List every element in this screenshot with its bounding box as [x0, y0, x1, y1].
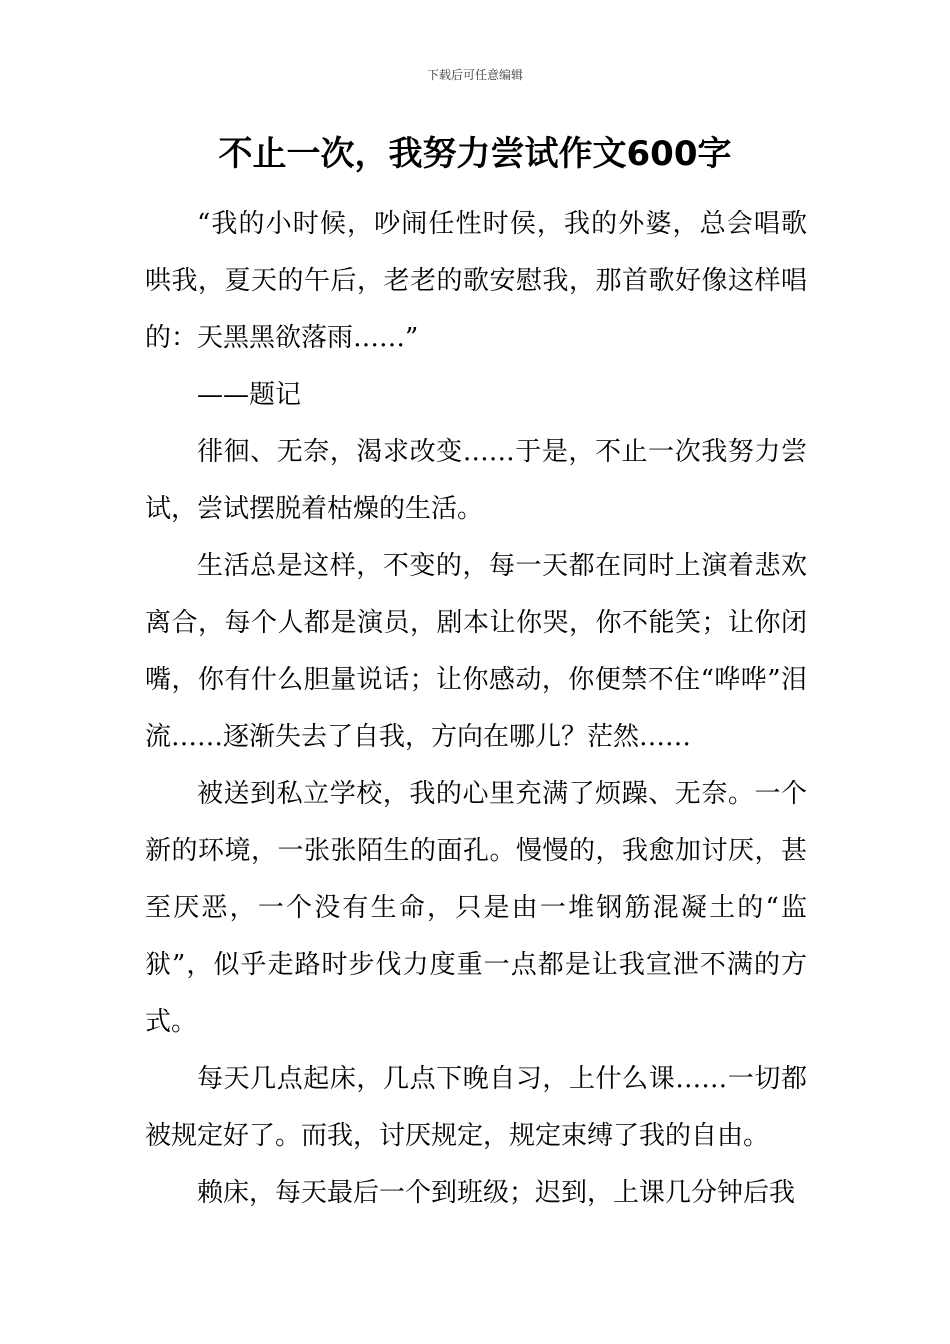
paragraph: ——题记: [197, 380, 302, 410]
paragraph: 每天几点起床，几点下晚自习，上什么课……一切都被规定好了。而我，讨厌规定，规定束缚了我的自由。: [145, 1064, 807, 1151]
paragraph: 徘徊、无奈，渴求改变……于是，不止一次我努力尝试，尝试摆脱着枯燥的生活。: [145, 437, 807, 524]
document-body: [145, 196, 807, 1222]
paragraph: 被送到私立学校，我的心里充满了烦躁、无奈。一个新的环境，一张张陌生的面孔。慢慢的，我愈加讨厌，甚至厌恶，一个没有生命，只是由一堆钢筋混凝土的“监狱”，似乎走路时步伐力度重一点都是让我宣泄不满的方式。: [145, 779, 807, 1037]
document-title: 不止一次，我努力尝试作文600字: [218, 134, 732, 174]
paragraph: “我的小时候，吵闹任性时侯，我的外婆，总会唱歌哄我，夏天的午后，老老的歌安慰我，那首歌好像这样唱的：天黑黑欲落雨……”: [145, 209, 807, 353]
paragraph: 生活总是这样，不变的，每一天都在同时上演着悲欢离合，每个人都是演员，剧本让你哭，你不能笑；让你闭嘴，你有什么胆量说话；让你感动，你便禁不住“哗哗”泪流……逐渐失去了自我，方向在哪儿？茫然……: [145, 551, 807, 752]
paragraph: 赖床，每天最后一个到班级；迟到，上课几分钟后我: [197, 1178, 796, 1208]
header-note: 下载后可任意编辑: [426, 68, 523, 82]
